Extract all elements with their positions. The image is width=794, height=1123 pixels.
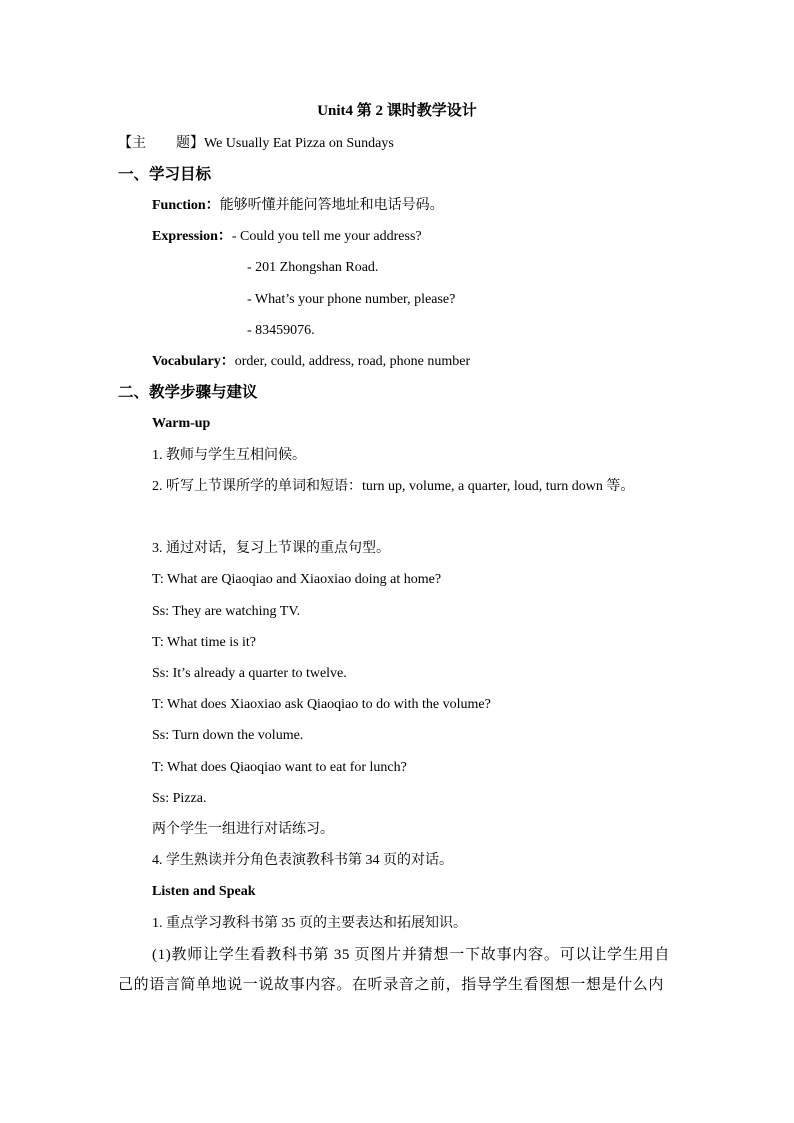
dialogue-line: Ss: They are watching TV. — [152, 604, 301, 619]
step-3: 3. 通过对话，复习上节课的重点句型。 — [152, 541, 390, 556]
vocabulary-line — [152, 352, 470, 372]
warmup-heading: Warm-up — [152, 416, 211, 431]
vocabulary-text: order, could, address, road, phone number — [234, 354, 471, 369]
expression-item: - 201 Zhongshan Road. — [247, 260, 379, 275]
page-title: Unit4 第 2 课时教学设计 — [317, 103, 477, 119]
dialogue-line: T: What does Qiaoqiao want to eat for lunch? — [152, 760, 407, 775]
dialogue-line: T: What time is it? — [152, 635, 257, 650]
section-2-heading: 二、教学步骤与建议 — [118, 384, 258, 401]
listen-speak-paragraph-text: (1)教师让学生看教科书第 35 页图片并猜想一下故事内容。可以让学生用自己的语言简单地说一说故事内容。在听录音之前，指导学生看图想一想是什么内 — [118, 947, 670, 993]
pair-practice: 两个学生一组进行对话练习。 — [152, 822, 334, 837]
dialogue-line: Ss: It’s already a quarter to twelve. — [152, 666, 347, 681]
theme-text: We Usually Eat Pizza on Sundays — [204, 136, 394, 151]
dialogue-line: Ss: Pizza. — [152, 791, 207, 806]
vocabulary-label: Vocabulary： — [152, 354, 235, 369]
step-2-text: 2. 听写上节课所学的单词和短语：turn up, volume, a quarter, loud, turn down 等。 — [152, 479, 635, 494]
section-1-heading: 一、学习目标 — [118, 166, 212, 183]
expression-item: - 83459076. — [247, 323, 315, 338]
dialogue-line: Ss: Turn down the volume. — [152, 728, 304, 743]
expression-label: Expression： — [152, 229, 232, 244]
step-1: 1. 教师与学生互相问候。 — [152, 448, 306, 463]
listen-speak-paragraph — [118, 940, 670, 1000]
step-4: 4. 学生熟读并分角色表演教科书第 34 页的对话。 — [152, 853, 453, 868]
listen-speak-item-1: 1. 重点学习教科书第 35 页的主要表达和拓展知识。 — [152, 916, 467, 931]
function-line — [152, 196, 444, 216]
theme-line — [118, 134, 394, 154]
theme-label-close: 题】 — [176, 136, 204, 151]
function-label: Function： — [152, 198, 220, 213]
function-text: 能够听懂并能问答地址和电话号码。 — [219, 198, 444, 213]
listen-speak-heading: Listen and Speak — [152, 884, 256, 899]
theme-label-open: 【主 — [118, 136, 146, 151]
expression-item: - Could you tell me your address? — [231, 229, 422, 244]
expression-line — [152, 227, 422, 247]
dialogue-line: T: What are Qiaoqiao and Xiaoxiao doing at home? — [152, 572, 442, 587]
expression-item: - What’s your phone number, please? — [247, 292, 456, 307]
step-2 — [118, 472, 670, 502]
dialogue-line: T: What does Xiaoxiao ask Qiaoqiao to do with the volume? — [152, 697, 491, 712]
